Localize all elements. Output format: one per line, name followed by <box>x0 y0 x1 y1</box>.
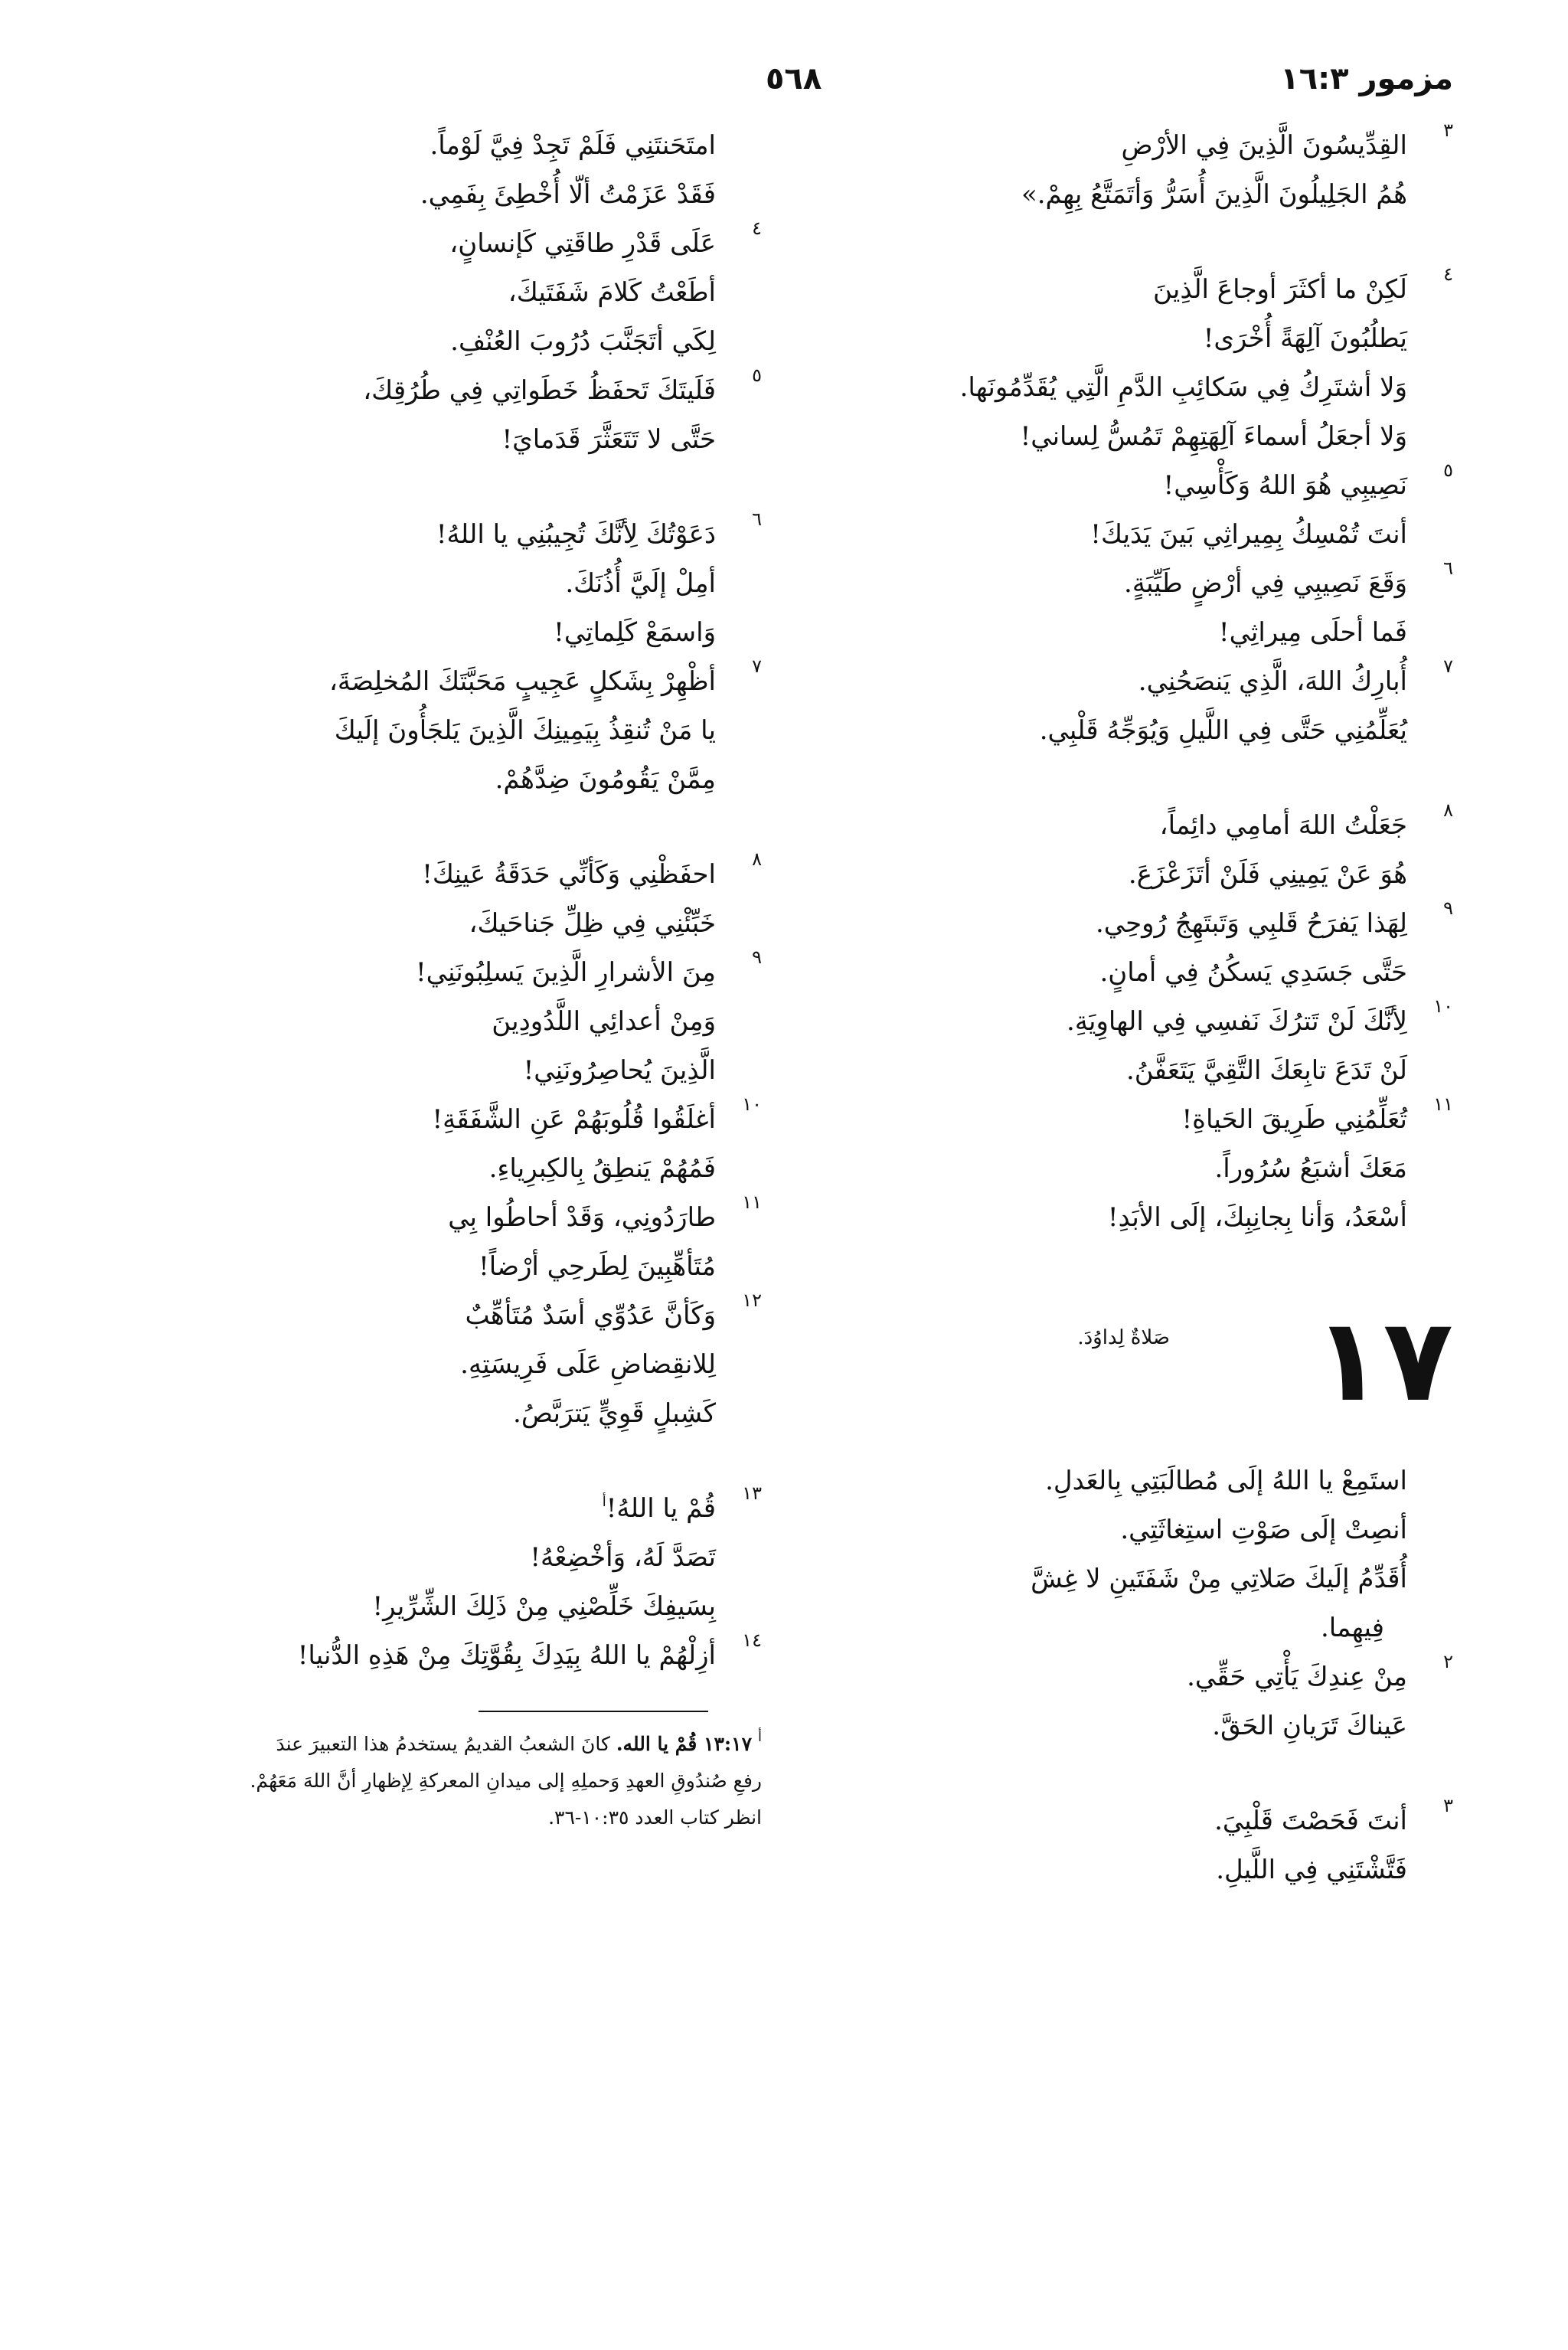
verse-line <box>157 1631 762 1680</box>
verse-block <box>856 801 1453 1242</box>
verse-text <box>469 899 716 948</box>
verse-number: ٣ <box>1443 119 1453 141</box>
verse-text-content: لَنْ تَدَعَ تابِعَكَ التَّقِيَّ يَتَعَفَّنُ. <box>1125 1055 1407 1086</box>
verse-text <box>513 1389 716 1438</box>
verse-text <box>363 366 716 415</box>
verse-text <box>420 170 716 219</box>
verse-text-content: أُبارِكُ اللهَ، الَّذِي يَنصَحُنِي. <box>1138 666 1407 697</box>
verse-text <box>1321 1603 1384 1652</box>
footnote-marker: أ <box>602 1494 606 1510</box>
verse-text <box>501 415 716 464</box>
verse-text <box>1214 1144 1407 1193</box>
verse-text-content: طارَدُونِي، وَقَدْ أحاطُوا بِي <box>448 1202 716 1233</box>
verse-text-content: عَلَى قَدْرِ طاقَتِي كَإنسانٍ، <box>449 228 716 259</box>
verse-text-content: هُوَ عَنْ يَمِينِي فَلَنْ أتَزَعْزَعَ. <box>1128 859 1407 890</box>
verse-line <box>157 1484 762 1533</box>
verse-line <box>157 608 762 657</box>
verse-text <box>1182 1095 1407 1144</box>
verse-line <box>856 170 1453 219</box>
verse-text <box>1219 608 1407 657</box>
verse-line <box>856 997 1453 1046</box>
verse-number: ٦ <box>752 508 762 530</box>
verse-text <box>1216 1845 1407 1894</box>
verse-text-content: بِسَيفِكَ خَلِّصْنِي مِنْ ذَلِكَ الشِّرِّيرِ! <box>372 1591 716 1622</box>
verse-text <box>1021 170 1407 219</box>
verse-line <box>157 1095 762 1144</box>
verse-text-content: امتَحَنتَنِي فَلَمْ تَجِدْ فِيَّ لَوْماً. <box>430 130 716 161</box>
verse-line <box>856 899 1453 948</box>
verse-text <box>1121 121 1407 170</box>
verse-line <box>157 219 762 268</box>
verse-text-content: مُتَأهِّبِينَ لِطَرحِي أرْضاً! <box>479 1251 716 1282</box>
verse-line <box>157 1389 762 1438</box>
verse-text-content: كَشِبلٍ قَوِيٍّ يَترَبَّصُ. <box>513 1398 716 1429</box>
verse-text-content: لِلانقِضاضِ عَلَى فَرِيسَتِهِ. <box>460 1349 716 1380</box>
verse-line <box>856 1144 1453 1193</box>
verse-text-content: فَلَيتَكَ تَحفَظُ خَطَواتِي فِي طُرُقِكَ، <box>363 375 716 406</box>
verse-text-content: أُقَدِّمُ إلَيكَ صَلاتِي مِنْ شَفَتَينِ لا غِشَّ <box>1031 1564 1407 1594</box>
verse-text-content: فَقَدْ عَزَمْتُ ألّا أُخْطِئَ بِفَمِي. <box>420 179 716 210</box>
verse-text-content: القِدِّيسُونَ الَّذِينَ فِي الأرْضِ <box>1121 130 1407 161</box>
verse-number: ٤ <box>1443 263 1453 285</box>
verse-line <box>856 265 1453 314</box>
verse-line <box>856 801 1453 850</box>
verse-line <box>856 1554 1453 1603</box>
verse-text <box>1120 1505 1407 1554</box>
verse-block <box>157 1484 762 1680</box>
verse-text-content: فَما أحلَى مِيراثِي! <box>1218 617 1407 648</box>
verse-block <box>157 510 762 804</box>
verse-text <box>1187 1652 1407 1701</box>
verse-text <box>508 268 716 317</box>
verse-line <box>856 121 1453 170</box>
verse-text <box>1100 948 1408 997</box>
verse-line <box>157 1340 762 1389</box>
verse-text-content: عَيناكَ تَرَيانِ الحَقَّ. <box>1212 1711 1407 1741</box>
footnote <box>157 1726 762 1836</box>
verse-text-content: حَتَّى جَسَدِي يَسكُنُ فِي أمانٍ. <box>1099 957 1407 988</box>
verse-text <box>1160 801 1407 850</box>
verse-text <box>1164 461 1407 510</box>
verse-text-content: أنصِتْ إلَى صَوْتِ استِغاثَتِي. <box>1120 1515 1407 1545</box>
verse-line <box>856 706 1453 755</box>
verse-text-content: مِنْ عِندِكَ يَأْتِي حَقِّي. <box>1187 1662 1407 1692</box>
verse-text-content: مِمَّنْ يَقُومُونَ ضِدَّهُمْ. <box>495 764 716 795</box>
footnote-marker: أ <box>757 1729 762 1745</box>
verse-text-content: يُعَلِّمُنِي حَتَّى فِي اللَّيلِ وَيُوَجِّهُ قَلْبِي. <box>1039 715 1407 746</box>
verse-text-content: تُعَلِّمُنِي طَرِيقَ الحَياةِ! <box>1181 1104 1407 1135</box>
verse-text <box>1040 706 1407 755</box>
page-header <box>0 61 1568 115</box>
verse-text <box>448 1193 716 1242</box>
verse-line <box>157 948 762 997</box>
verse-line <box>157 899 762 948</box>
verse-text <box>1090 510 1407 559</box>
verse-number: ٩ <box>1443 897 1453 919</box>
footnote-line: رفعِ صُندُوقِ العهدِ وَحملِهِ إلى ميدانِ المعركةِ لِإظهارِ أنَّ اللهَ مَعَهُمْ. <box>250 1770 762 1792</box>
left-column <box>157 121 762 1836</box>
verse-number: ٨ <box>752 848 762 870</box>
verse-text-content: حَتَّى لا تَتَعَثَّرَ قَدَمايَ! <box>501 424 716 455</box>
verse-line <box>157 850 762 899</box>
verse-block <box>856 1456 1453 1750</box>
verse-line <box>157 559 762 608</box>
verse-line <box>157 1582 762 1631</box>
verse-line <box>157 366 762 415</box>
verse-text <box>960 363 1407 412</box>
verse-text-content: أنتَ تُمْسِكُ بِمِيراثِي بَينَ يَدَيكَ! <box>1090 519 1407 550</box>
verse-line <box>157 1046 762 1095</box>
verse-text-content: الَّذِينَ يُحاصِرُونَنِي! <box>523 1055 716 1086</box>
verse-text <box>1204 314 1407 363</box>
verse-line <box>856 1505 1453 1554</box>
verse-text <box>1124 559 1407 608</box>
verse-text <box>329 657 716 706</box>
verse-number: ٥ <box>752 364 762 386</box>
verse-text-content: أغلَقُوا قُلُوبَهُمْ عَنِ الشَّفَقَةِ! <box>432 1104 716 1135</box>
verse-line <box>157 268 762 317</box>
verse-text <box>530 1533 716 1582</box>
verse-text <box>565 559 716 608</box>
verse-line <box>856 657 1453 706</box>
verse-text-content: هُمُ الجَلِيلُونَ الَّذِينَ أُسَرُّ وَأتَمَتَّعُ بِهِمْ.» <box>1021 179 1407 210</box>
verse-text <box>603 1484 716 1538</box>
verse-line <box>157 317 762 366</box>
verse-line <box>856 1701 1453 1750</box>
verse-line <box>856 1603 1453 1652</box>
verse-text <box>432 1095 716 1144</box>
verse-line <box>856 1193 1453 1242</box>
verse-line <box>856 461 1453 510</box>
verse-number: ٦ <box>1443 557 1453 579</box>
verse-line <box>856 1845 1453 1894</box>
verse-text-content: استَمِعْ يا اللهُ إلَى مُطالَبَتِي بِالعَدلِ. <box>1045 1466 1407 1496</box>
verse-number: ١٠ <box>1433 995 1453 1017</box>
verse-line <box>157 1193 762 1242</box>
verse-line <box>856 412 1453 461</box>
footnote-line: انظر كتاب العدد ١٠:٣٥-٣٦. <box>548 1806 762 1829</box>
verse-number: ٥ <box>1443 459 1453 481</box>
verse-text-content: أنتَ فَحَصْتَ قَلْبِيَ. <box>1214 1806 1407 1836</box>
verse-text <box>492 997 716 1046</box>
verse-text-content: جَعَلْتُ اللهَ أمامِي دائِماً، <box>1159 810 1407 841</box>
verse-text <box>1108 1193 1407 1242</box>
verse-text <box>436 510 716 559</box>
footnote-text: كانَ الشعبُ القديمُ يستخدمُ هذا التعبيرَ عندَ <box>276 1733 610 1755</box>
verse-line <box>856 1046 1453 1095</box>
verse-text <box>416 948 716 997</box>
verse-line <box>157 121 762 170</box>
verse-number: ٤ <box>752 217 762 239</box>
verse-text-content: فَمُهُمْ يَنطِقُ بِالكِبرِياءِ. <box>488 1153 716 1184</box>
verse-text <box>1129 850 1407 899</box>
verse-text <box>449 219 716 268</box>
verse-block <box>856 1796 1453 1894</box>
verse-line <box>856 314 1453 363</box>
verse-line <box>157 657 762 706</box>
right-column <box>856 121 1453 1894</box>
verse-text-content: يَطلُبُونَ آلِهَةً أُخْرَى! <box>1203 323 1407 354</box>
verse-number: ١٢ <box>742 1289 762 1311</box>
verse-text-content: وَمِنْ أعدائِي اللَّدُودِينَ <box>492 1006 716 1037</box>
verse-text <box>450 317 716 366</box>
verse-text-content: وَقَعَ نَصِيبِي فِي أرْضٍ طَيِّبَةٍ. <box>1124 568 1407 599</box>
verse-text-content: فَتَّشْتَنِي فِي اللَّيلِ. <box>1216 1855 1407 1885</box>
verse-block <box>157 850 762 1438</box>
verse-number: ٩ <box>752 946 762 968</box>
verse-number: ١٣ <box>742 1482 762 1504</box>
verse-number: ٧ <box>1443 655 1453 677</box>
verse-text <box>1096 899 1407 948</box>
verse-number: ٧ <box>752 655 762 677</box>
verse-line <box>157 1291 762 1340</box>
verse-text-content: لِكَي أتَجَنَّبَ دُرُوبَ العُنْفِ. <box>450 326 716 357</box>
psalm-subtitle: صَلاةٌ لِداوُدَ. <box>1077 1326 1170 1349</box>
verse-text-content: أزِلْهُمْ يا اللهُ بِيَدِكَ بِقُوَّتِكَ مِنْ هَذِهِ الدُّنيا! <box>297 1640 716 1671</box>
verse-text <box>460 1340 716 1389</box>
verse-text-content: وَلا أجعَلُ أسماءَ آلِهَتِهِمْ تَمُسُّ لِساني! <box>1020 421 1407 452</box>
verse-text-content: أظْهِرْ بِشَكلٍ عَجِيبٍ مَحَبَّتَكَ المُخلِصَةَ، <box>328 666 716 697</box>
verse-text-content: خَبِّئْنِي فِي ظِلِّ جَناحَيكَ، <box>469 908 716 939</box>
verse-line <box>856 510 1453 559</box>
verse-text <box>1031 1554 1407 1603</box>
verse-text-content: وَلا أشتَرِكُ فِي سَكائِبِ الدَّمِ الَّتِي يُقَدِّمُونَها. <box>959 372 1407 403</box>
verse-text-content: لِهَذا يَفرَحُ قَلبِي وَتَبتَهِجُ رُوحِي. <box>1095 908 1407 939</box>
verse-line <box>157 755 762 804</box>
verse-line <box>856 948 1453 997</box>
verse-text <box>372 1582 716 1631</box>
verse-text <box>430 121 716 170</box>
verse-number: ١١ <box>742 1191 762 1213</box>
verse-text-content: وَكَأنَّ عَدُوِّي أسَدٌ مُتَأهِّبٌ <box>465 1300 716 1331</box>
verse-text <box>1067 997 1407 1046</box>
verse-text <box>1045 1456 1407 1505</box>
verse-text-content: احفَظْنِي وَكَأنِّي حَدَقَةُ عَينِكَ! <box>422 859 716 890</box>
verse-text <box>1214 1796 1407 1845</box>
verse-line <box>157 510 762 559</box>
verse-text-content: فِيهِما. <box>1320 1613 1384 1643</box>
verse-text <box>479 1242 716 1291</box>
verse-line <box>856 1456 1453 1505</box>
verse-text-content: تَصَدَّ لَهُ، وَأخْضِعْهُ! <box>530 1542 716 1573</box>
verse-line <box>856 559 1453 608</box>
verse-number: ٣ <box>1443 1795 1453 1816</box>
verse-text <box>1153 265 1407 314</box>
verse-text-content: دَعَوْتُكَ لِأنَّكَ تُجِيبُنِي يا اللهُ! <box>436 519 716 550</box>
verse-text-content: قُمْ يا اللهُ! <box>606 1493 716 1524</box>
verse-line <box>157 415 762 464</box>
verse-number: ١٠ <box>742 1093 762 1115</box>
verse-line <box>856 1796 1453 1845</box>
running-head: مزمور ١٦:٣ <box>1280 61 1453 96</box>
verse-text <box>335 706 716 755</box>
verse-text <box>1126 1046 1407 1095</box>
verse-line <box>157 170 762 219</box>
verse-line <box>157 706 762 755</box>
verse-text <box>1021 412 1407 461</box>
verse-text-content: أطَعْتُ كَلامَ شَفَتَيكَ، <box>508 277 716 308</box>
verse-line <box>157 997 762 1046</box>
verse-line <box>856 1652 1453 1701</box>
verse-text <box>1212 1701 1407 1750</box>
verse-text <box>298 1631 716 1680</box>
verse-line <box>856 1095 1453 1144</box>
verse-number: ٨ <box>1443 799 1453 821</box>
verse-number: ١٤ <box>742 1629 762 1651</box>
verse-text-content: مَعَكَ أشبَعُ سُرُوراً. <box>1214 1153 1407 1184</box>
verse-text <box>495 755 716 804</box>
verse-line <box>856 363 1453 412</box>
verse-text-content: نَصِيبِي هُوَ اللهُ وَكَأْسِي! <box>1163 470 1407 501</box>
verse-text <box>422 850 716 899</box>
verse-block <box>856 121 1453 219</box>
verse-line <box>157 1242 762 1291</box>
verse-text-content: مِنَ الأشرارِ الَّذِينَ يَسلِبُونَنِي! <box>415 957 716 988</box>
page-number: ٥٦٨ <box>766 61 822 96</box>
verse-block <box>856 265 1453 755</box>
verse-line <box>157 1144 762 1193</box>
psalm-number: ١٧ <box>1312 1294 1453 1427</box>
verse-block <box>157 121 762 464</box>
verse-text-content: أمِلْ إلَيَّ أُذُنَكَ. <box>565 568 716 599</box>
psalm-heading <box>856 1288 1453 1456</box>
verse-line <box>856 850 1453 899</box>
verse-line <box>856 608 1453 657</box>
verse-text <box>466 1291 716 1340</box>
verse-number: ٢ <box>1443 1651 1453 1672</box>
footnote-divider <box>479 1711 708 1712</box>
verse-line <box>157 1533 762 1582</box>
verse-text-content: أسْعَدُ، وَأنا بِجانِبِكَ، إلَى الأبَدِ! <box>1107 1202 1407 1233</box>
verse-text <box>554 608 716 657</box>
verse-text-content: يا مَنْ تُنقِذُ بِيَمِينِكَ الَّذِينَ يَلجَأُونَ إلَيكَ <box>334 715 716 746</box>
verse-text-content: وَاسمَعْ كَلِماتِي! <box>554 617 716 648</box>
verse-text <box>489 1144 716 1193</box>
verse-number: ١١ <box>1433 1093 1453 1115</box>
verse-text-content: لَكِنْ ما أكثَرَ أوجاعَ الَّذِينَ <box>1153 274 1407 305</box>
footnote-reference: ١٣:١٧ قُمْ يا الله. <box>616 1733 753 1755</box>
footnote-line <box>157 1726 762 1763</box>
verse-text-content: لِأنَّكَ لَنْ تَترُكَ نَفسِي فِي الهاوِيَةِ. <box>1067 1006 1407 1037</box>
verse-text <box>1138 657 1407 706</box>
verse-text <box>524 1046 716 1095</box>
